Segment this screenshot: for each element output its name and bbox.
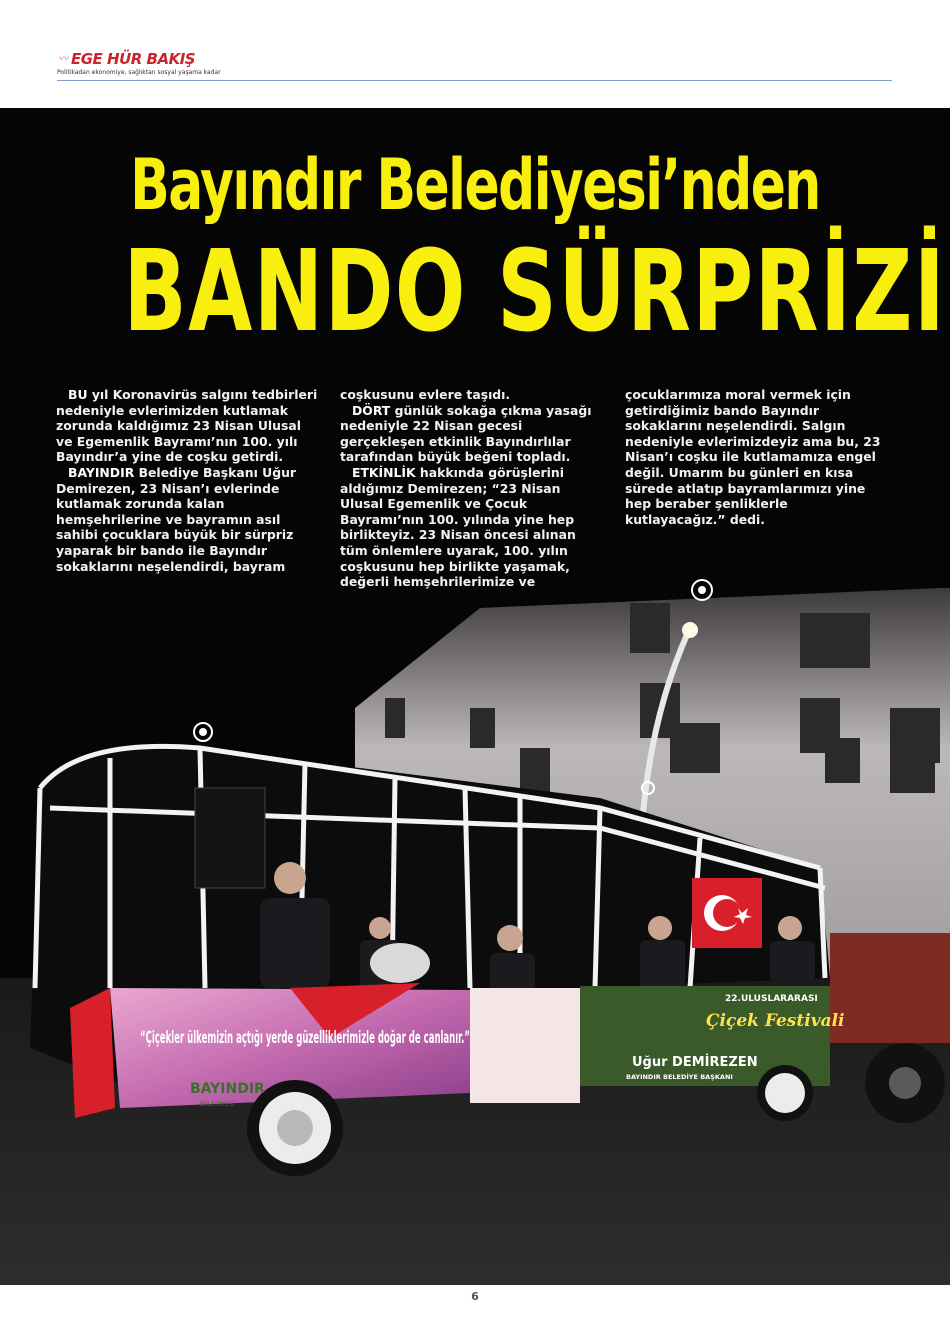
festival-edition: 22.ULUSLARARASI (725, 994, 818, 1004)
paragraph (625, 387, 887, 527)
person-title: BAYINDIR BELEDİYE BAŞKANI (626, 1073, 733, 1081)
paragraph (340, 465, 602, 590)
page-number: 6 (471, 1290, 479, 1303)
bus-door (470, 988, 580, 1103)
person-name: Uğur DEMİREZEN (632, 1055, 758, 1070)
paragraph-text: coşkusunu evlere taşıdı. (340, 387, 511, 402)
roof-flower-icon (194, 723, 212, 741)
headline-line-2: BANDO SÜRPRİZİ (123, 227, 947, 357)
paragraph-lead: ETKİNLİK (352, 464, 416, 480)
paragraph-lead: BAYINDIR (68, 464, 135, 480)
municipality-logo-sub: BELEDİYESİ (200, 1101, 235, 1108)
paragraph-lead: BU (68, 387, 88, 402)
headline-line-1: Bayındır Belediyesi’nden (130, 144, 820, 226)
paragraph-text: hakkında görüşlerini aldığımız Demirezen; “23 Nisan Ulusal Egemenlik ve Çocuk Bayramı’nın 100. yılında yine hep birlikteyiz. 23 Nisan öncesi alınan tüm önlemlere uyarak, 100. yılın coşkusunu hep birlikte yaşamak, değerli hemşehrilerimize ve (340, 464, 576, 590)
paragraph (340, 403, 602, 465)
tractor (830, 933, 950, 1043)
banner-slogan: “Çiçekler ülkemizin açtığı yerde güzelliklerimizle doğar de canlanır.” (140, 1028, 470, 1048)
festival-title: Çiçek Festivali (706, 1011, 845, 1031)
paragraph (56, 387, 318, 465)
paragraph (56, 465, 318, 574)
paragraph-text: yıl Koronavirüs salgını tedbirleri nedeniyle evlerimizden kutlamak zorunda kaldığımız 23 Nisan Ulusal ve Egemenlik Bayramı’nın 100. yılı Bayındır’a yine de coşku getirdi. (56, 387, 318, 465)
article-column-3 (625, 387, 887, 527)
article-column-2 (340, 387, 602, 590)
paragraph-text: Belediye Başkanı Uğur Demirezen, 23 Nisan’ı evlerinde kutlamak zorunda kalan hemşehrilerine ve bayramın asıl sahibi çocuklara büyük bir sürpriz yaparak bir bando ile Bayındır sokaklarını neşelendirdi, bayram (56, 464, 296, 574)
municipality-logo: BAYINDIR (190, 1081, 265, 1097)
paragraph-lead: DÖRT (352, 402, 391, 418)
seagull-logo-icon: 〰 (59, 54, 69, 65)
paragraph-text: günlük sokağa çıkma yasağı nedeniyle 22 Nisan gecesi gerçekleşen etkinlik Bayındırlılar tarafından büyük beğeni topladı. (340, 402, 592, 465)
masthead (57, 48, 457, 84)
header-rule (57, 80, 892, 81)
brand-logo: EGE HÜR BAKIŞ (71, 50, 196, 68)
article-column-1 (56, 387, 318, 574)
paragraph (340, 387, 602, 403)
paragraph-text: çocuklarımıza moral vermek için getirdiğimiz bando Bayındır sokaklarını neşelendirdi. Salgın nedeniyle evlerimizdeyiz ama bu, 23 Nisan’ı coşku ile kutlamamıza engel değil. Umarım bu günleri en kısa sürede atlatıp bayramlarımızı yine hep beraber şenliklerle kutlayacağız.” dedi. (625, 387, 881, 527)
brand-tagline: Politikadan ekonomiye, sağlıktan sosyal yaşama kadar (57, 69, 221, 76)
